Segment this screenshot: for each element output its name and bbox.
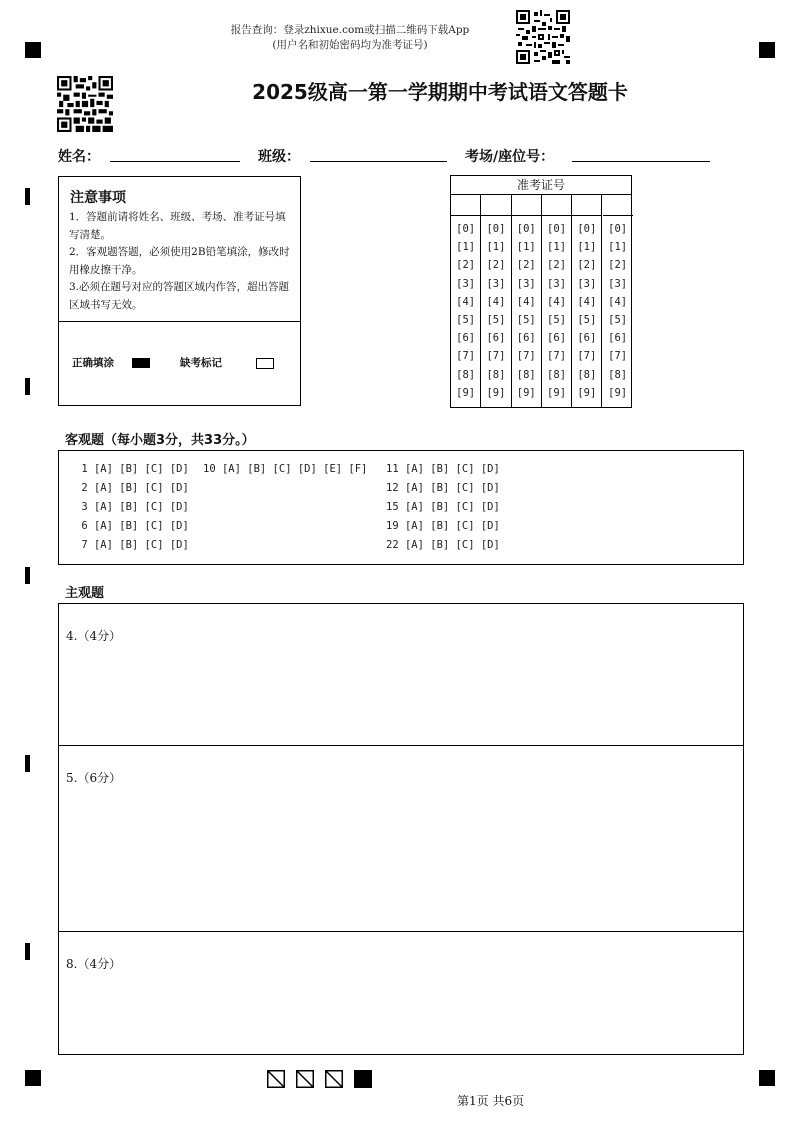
digit-bubble[interactable]: [9] (608, 386, 628, 399)
class-label: 班级： (258, 149, 300, 165)
digit-bubble[interactable]: [7] (577, 350, 597, 363)
exam-id-column (512, 195, 542, 407)
class-field[interactable] (310, 161, 447, 162)
page-code-hatched-icon (325, 1070, 343, 1088)
digit-bubble[interactable]: [0] (516, 223, 536, 235)
digit-bubble[interactable]: [1] (516, 241, 536, 254)
question-number: 1 (75, 463, 88, 475)
objective-question-row[interactable] (75, 520, 189, 532)
legend-correct-label: 正确填涂 (72, 357, 114, 369)
answer-options[interactable]: [A] [B] [C] [D] (404, 539, 500, 551)
digit-bubble[interactable]: [4] (486, 295, 506, 308)
question-number: 12 (386, 482, 399, 494)
registration-mark-top-right (759, 42, 775, 58)
qr-code-left-icon (57, 76, 113, 132)
objective-question-row[interactable] (386, 482, 500, 494)
digit-bubble[interactable]: [8] (516, 368, 536, 381)
digit-bubble[interactable]: [3] (486, 277, 506, 290)
digit-bubble[interactable]: [2] (486, 259, 506, 272)
subjective-heading: 主观题 (65, 586, 105, 601)
question-number: 10 (203, 463, 216, 475)
digit-bubble[interactable]: [5] (577, 314, 597, 326)
page-code-filled-icon (354, 1070, 372, 1088)
registration-mark-bottom-left (25, 1070, 41, 1086)
answer-options[interactable]: [A] [B] [C] [D] (404, 482, 500, 494)
digit-bubble[interactable]: [1] (547, 241, 567, 254)
notice-item: 3.必须在题号对应的答题区域内作答，超出答题区域书写无效。 (69, 281, 290, 311)
objective-question-row[interactable] (203, 463, 367, 475)
page-code-hatched-icon (296, 1070, 314, 1088)
timing-mark (25, 567, 30, 584)
digit-bubble[interactable]: [5] (516, 314, 536, 326)
digit-bubble[interactable]: [2] (547, 259, 567, 272)
digit-bubble[interactable]: [5] (608, 314, 628, 326)
question-label: 4.（4分） (66, 629, 122, 643)
question-number: 11 (386, 463, 399, 475)
answer-options[interactable]: [A] [B] [C] [D] (93, 520, 189, 532)
answer-area-q8[interactable] (58, 931, 744, 1055)
digit-bubble[interactable]: [2] (516, 259, 536, 272)
digit-bubble[interactable]: [6] (516, 332, 536, 345)
notice-item: 1．答题前请将姓名、班级、考场、准考证号填写清楚。 (69, 211, 286, 241)
exam-id-column (572, 195, 602, 407)
digit-bubble[interactable]: [0] (577, 223, 597, 235)
digit-bubble[interactable]: [0] (547, 223, 567, 235)
objective-question-row[interactable] (75, 501, 189, 513)
name-field[interactable] (110, 161, 240, 162)
digit-bubble[interactable]: [0] (608, 223, 628, 235)
absent-mark-box[interactable] (256, 358, 274, 369)
objective-question-row[interactable] (75, 539, 189, 551)
objective-question-row[interactable] (386, 520, 500, 532)
notice-title: 注意事项 (70, 190, 126, 206)
seat-label: 考场/座位号： (465, 149, 555, 165)
digit-bubble[interactable]: [9] (547, 386, 567, 399)
answer-options[interactable]: [A] [B] [C] [D] (93, 463, 189, 475)
digit-bubble[interactable]: [3] (577, 277, 597, 290)
digit-bubble[interactable]: [6] (456, 332, 476, 345)
digit-bubble[interactable]: [4] (547, 295, 567, 308)
answer-options[interactable]: [A] [B] [C] [D] [E] [F] (221, 463, 368, 475)
objective-question-row[interactable] (386, 501, 500, 513)
exam-id-write-box[interactable] (603, 195, 633, 216)
objective-question-row[interactable] (386, 539, 500, 551)
digit-bubble[interactable]: [9] (456, 386, 476, 399)
digit-bubble[interactable]: [0] (456, 223, 476, 235)
notice-list (69, 209, 291, 314)
digit-bubble[interactable]: [7] (486, 350, 506, 363)
legend-absent-label: 缺考标记 (180, 357, 222, 369)
answer-options[interactable]: [A] [B] [C] [D] (404, 501, 500, 513)
question-number: 15 (386, 501, 399, 513)
exam-id-column (603, 195, 633, 407)
account-note: (用户名和初始密码均为准考证号) (272, 39, 428, 51)
digit-bubble[interactable]: [3] (456, 277, 476, 290)
objective-question-row[interactable] (75, 482, 189, 494)
exam-id-column (451, 195, 481, 407)
digit-bubble[interactable]: [7] (456, 350, 476, 363)
question-number: 2 (75, 482, 88, 494)
digit-bubble[interactable]: [9] (516, 386, 536, 399)
digit-bubble[interactable]: [7] (547, 350, 567, 363)
digit-bubble[interactable]: [5] (547, 314, 567, 326)
digit-bubble[interactable]: [6] (577, 332, 597, 345)
question-number: 7 (75, 539, 88, 551)
digit-bubble[interactable]: [6] (547, 332, 567, 345)
digit-bubble[interactable]: [4] (577, 295, 597, 308)
exam-id-write-box[interactable] (542, 195, 571, 216)
digit-bubble[interactable]: [6] (486, 332, 506, 345)
page-title: 2025级高一第一学期期中考试语文答题卡 (252, 80, 628, 104)
exam-id-column (542, 195, 572, 407)
correct-fill-sample (132, 358, 150, 368)
page-number: 第1页 共6页 (457, 1094, 525, 1108)
digit-bubble[interactable]: [1] (577, 241, 597, 254)
digit-bubble[interactable]: [8] (577, 368, 597, 381)
answer-options[interactable]: [A] [B] [C] [D] (93, 539, 189, 551)
answer-options[interactable]: [A] [B] [C] [D] (93, 482, 189, 494)
objective-heading: 客观题（每小题3分，共33分。） (65, 433, 255, 448)
question-label: 8.（4分） (66, 957, 122, 971)
question-number: 3 (75, 501, 88, 513)
seat-field[interactable] (572, 161, 710, 162)
digit-bubble[interactable]: [7] (608, 350, 628, 363)
digit-bubble[interactable]: [2] (456, 259, 476, 272)
timing-mark (25, 188, 30, 205)
answer-area-q4[interactable] (58, 603, 744, 746)
notice-divider (59, 321, 300, 322)
question-number: 22 (386, 539, 399, 551)
objective-question-row[interactable] (386, 463, 500, 475)
timing-mark (25, 755, 30, 772)
digit-bubble[interactable]: [8] (486, 368, 506, 381)
name-label: 姓名： (58, 149, 100, 165)
digit-bubble[interactable]: [8] (608, 368, 628, 381)
exam-id-grid (450, 175, 632, 408)
qr-code-top-icon (516, 10, 570, 64)
exam-id-title: 准考证号 (451, 176, 631, 195)
question-number: 19 (386, 520, 399, 532)
exam-id-write-box[interactable] (572, 195, 601, 216)
exam-id-write-box[interactable] (512, 195, 541, 216)
digit-bubble[interactable]: [2] (577, 259, 597, 272)
answer-options[interactable]: [A] [B] [C] [D] (404, 520, 500, 532)
digit-bubble[interactable]: [9] (486, 386, 506, 399)
exam-id-column (481, 195, 511, 407)
timing-mark (25, 943, 30, 960)
registration-mark-bottom-right (759, 1070, 775, 1086)
digit-bubble[interactable]: [6] (608, 332, 628, 345)
notice-item: 2．客观题答题，必须使用2B铅笔填涂，修改时用橡皮擦干净。 (69, 246, 290, 276)
digit-bubble[interactable]: [3] (608, 277, 628, 290)
answer-area-q5[interactable] (58, 745, 744, 932)
digit-bubble[interactable]: [8] (456, 368, 476, 381)
digit-bubble[interactable]: [0] (486, 223, 506, 235)
digit-bubble[interactable]: [3] (547, 277, 567, 290)
digit-bubble[interactable]: [4] (516, 295, 536, 308)
digit-bubble[interactable]: [1] (456, 241, 476, 254)
digit-bubble[interactable]: [4] (456, 295, 476, 308)
notice-box (58, 176, 301, 406)
digit-bubble[interactable]: [7] (516, 350, 536, 363)
digit-bubble[interactable]: [1] (486, 241, 506, 254)
digit-bubble[interactable]: [5] (486, 314, 506, 326)
digit-bubble[interactable]: [2] (608, 259, 628, 272)
digit-bubble[interactable]: [8] (547, 368, 567, 381)
page-code-hatched-icon (267, 1070, 285, 1088)
registration-mark-top-left (25, 42, 41, 58)
exam-id-write-box[interactable] (481, 195, 510, 216)
timing-mark (25, 378, 30, 395)
digit-bubble[interactable]: [9] (577, 386, 597, 399)
digit-bubble[interactable]: [1] (608, 241, 628, 254)
login-note: 报告查询：登录zhixue.com或扫描二维码下载App (230, 24, 470, 36)
objective-answer-box (58, 450, 744, 565)
digit-bubble[interactable]: [4] (608, 295, 628, 308)
objective-question-row[interactable] (75, 463, 189, 475)
digit-bubble[interactable]: [3] (516, 277, 536, 290)
answer-options[interactable]: [A] [B] [C] [D] (93, 501, 189, 513)
digit-bubble[interactable]: [5] (456, 314, 476, 326)
question-label: 5.（6分） (66, 771, 122, 785)
question-number: 6 (75, 520, 88, 532)
answer-options[interactable]: [A] [B] [C] [D] (404, 463, 500, 475)
exam-id-write-box[interactable] (451, 195, 480, 216)
